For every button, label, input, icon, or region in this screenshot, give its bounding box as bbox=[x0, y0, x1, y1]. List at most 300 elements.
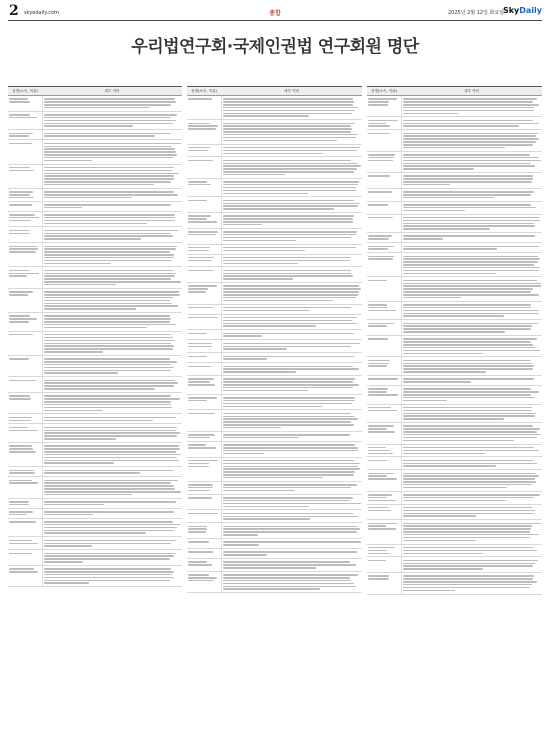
text-line bbox=[368, 388, 388, 390]
text-line bbox=[223, 450, 358, 452]
member-name-cell bbox=[187, 96, 221, 119]
text-line bbox=[403, 431, 537, 433]
member-name-cell bbox=[187, 559, 221, 571]
text-line bbox=[44, 380, 175, 382]
member-name-cell bbox=[187, 213, 221, 228]
text-line bbox=[223, 506, 309, 508]
text-line bbox=[403, 453, 485, 455]
text-line bbox=[44, 582, 89, 584]
text-line bbox=[9, 430, 38, 432]
text-line bbox=[223, 567, 316, 569]
member-name-cell bbox=[187, 120, 221, 143]
text-line bbox=[44, 308, 136, 310]
text-line bbox=[368, 98, 397, 100]
text-line bbox=[223, 278, 293, 280]
text-line bbox=[403, 475, 539, 477]
member-bio-cell bbox=[42, 550, 182, 565]
text-line bbox=[9, 204, 32, 206]
text-line bbox=[223, 294, 358, 296]
text-line bbox=[44, 545, 92, 547]
text-line bbox=[403, 220, 540, 222]
table-row bbox=[8, 550, 182, 566]
member-name-cell bbox=[8, 414, 42, 423]
member-bio-cell bbox=[221, 145, 362, 157]
text-line bbox=[188, 247, 210, 249]
member-name-cell bbox=[367, 357, 401, 375]
text-line bbox=[368, 428, 387, 430]
text-line bbox=[403, 273, 496, 275]
member-bio-cell bbox=[401, 253, 542, 276]
text-line bbox=[368, 550, 387, 552]
member-name-cell bbox=[187, 572, 221, 592]
text-line bbox=[223, 516, 358, 518]
text-line bbox=[44, 251, 170, 253]
text-line bbox=[403, 360, 531, 362]
text-line bbox=[44, 257, 174, 259]
text-line bbox=[403, 434, 541, 436]
member-bio-cell bbox=[42, 140, 182, 163]
text-line bbox=[223, 307, 351, 309]
member-bio-cell bbox=[42, 267, 182, 287]
text-line bbox=[368, 407, 391, 409]
text-line bbox=[403, 460, 533, 462]
text-line bbox=[44, 543, 171, 545]
text-line bbox=[368, 497, 387, 499]
member-name-cell bbox=[367, 423, 401, 443]
member-name-cell bbox=[187, 523, 221, 538]
member-name-cell bbox=[367, 492, 401, 504]
text-line bbox=[223, 240, 296, 242]
text-line bbox=[403, 413, 536, 415]
text-line bbox=[44, 457, 177, 459]
table-row bbox=[367, 545, 542, 558]
text-line bbox=[9, 501, 29, 503]
text-line bbox=[188, 487, 213, 489]
member-bio-cell bbox=[221, 363, 362, 375]
text-line bbox=[9, 248, 38, 250]
text-line bbox=[9, 230, 30, 232]
text-line bbox=[44, 480, 178, 482]
text-line bbox=[44, 334, 171, 336]
text-line bbox=[403, 481, 536, 483]
text-line bbox=[188, 400, 207, 402]
member-name-cell bbox=[187, 157, 221, 177]
text-line bbox=[403, 291, 531, 293]
text-line bbox=[403, 110, 534, 112]
member-bio-cell bbox=[401, 520, 542, 543]
text-line bbox=[223, 384, 359, 386]
text-line bbox=[44, 315, 170, 317]
text-line bbox=[368, 304, 387, 306]
text-line bbox=[44, 494, 132, 496]
col-name-header: 성명(소속, 직위) bbox=[371, 88, 397, 93]
text-line bbox=[403, 294, 539, 296]
text-line bbox=[403, 363, 532, 365]
text-line bbox=[9, 117, 37, 119]
text-line bbox=[403, 178, 533, 180]
text-line bbox=[9, 568, 34, 570]
text-line bbox=[44, 181, 171, 183]
text-line bbox=[44, 278, 171, 280]
member-bio-cell bbox=[221, 432, 362, 441]
text-line bbox=[223, 200, 354, 202]
text-line bbox=[44, 114, 177, 116]
member-name-cell bbox=[8, 499, 42, 508]
text-line bbox=[44, 410, 103, 412]
text-line bbox=[44, 370, 171, 372]
member-bio-cell bbox=[221, 539, 362, 548]
member-name-cell bbox=[187, 376, 221, 394]
text-line bbox=[403, 350, 540, 352]
text-line bbox=[188, 490, 210, 492]
text-line bbox=[44, 524, 180, 526]
member-name-cell bbox=[187, 495, 221, 510]
text-line bbox=[44, 297, 173, 299]
table-row bbox=[8, 467, 182, 477]
text-line bbox=[44, 230, 178, 232]
text-line bbox=[223, 221, 353, 223]
member-name-cell bbox=[8, 537, 42, 549]
text-line bbox=[403, 310, 539, 312]
table-row bbox=[187, 229, 362, 245]
text-line bbox=[44, 148, 175, 150]
text-line bbox=[223, 586, 356, 588]
text-line bbox=[44, 367, 174, 369]
text-line bbox=[44, 117, 171, 119]
text-line bbox=[403, 98, 537, 100]
text-line bbox=[188, 413, 215, 415]
text-line bbox=[403, 584, 532, 586]
text-line bbox=[188, 528, 207, 530]
text-line bbox=[223, 413, 351, 415]
text-line bbox=[403, 204, 531, 206]
text-line bbox=[44, 167, 174, 169]
text-line bbox=[403, 515, 476, 517]
member-name-cell bbox=[187, 283, 221, 303]
member-name-cell bbox=[367, 130, 401, 150]
member-bio-cell bbox=[42, 414, 182, 423]
text-line bbox=[188, 288, 208, 290]
text-line bbox=[223, 368, 359, 370]
text-line bbox=[403, 560, 538, 562]
text-line bbox=[403, 473, 536, 475]
member-bio-cell bbox=[401, 243, 542, 252]
member-bio-cell bbox=[401, 557, 542, 572]
text-line bbox=[188, 551, 213, 553]
member-name-cell bbox=[367, 470, 401, 490]
member-bio-cell bbox=[221, 197, 362, 212]
text-line bbox=[44, 151, 176, 153]
text-line bbox=[223, 163, 358, 165]
text-line bbox=[44, 125, 133, 127]
member-bio-cell bbox=[401, 233, 542, 242]
text-line bbox=[368, 450, 390, 452]
table-row bbox=[8, 499, 182, 509]
text-line bbox=[188, 343, 212, 345]
member-name-cell bbox=[367, 376, 401, 385]
member-name-cell bbox=[8, 467, 42, 476]
text-line bbox=[44, 482, 171, 484]
text-line bbox=[44, 504, 104, 506]
text-line bbox=[223, 371, 296, 373]
text-line bbox=[403, 288, 533, 290]
member-name-cell bbox=[8, 424, 42, 442]
table-row bbox=[187, 395, 362, 411]
text-line bbox=[188, 257, 214, 259]
text-line bbox=[44, 435, 177, 437]
member-name-cell bbox=[367, 117, 401, 129]
text-line bbox=[403, 101, 533, 103]
text-line bbox=[223, 444, 355, 446]
text-line bbox=[403, 225, 535, 227]
member-name-cell bbox=[367, 253, 401, 276]
table-row bbox=[187, 96, 362, 120]
member-name-cell bbox=[8, 212, 42, 227]
text-line bbox=[188, 291, 206, 293]
text-line bbox=[223, 300, 333, 302]
text-line bbox=[403, 437, 537, 439]
text-line bbox=[188, 366, 211, 368]
text-line bbox=[403, 450, 539, 452]
text-line bbox=[223, 263, 298, 265]
text-line bbox=[44, 194, 178, 196]
text-line bbox=[9, 540, 32, 542]
text-line bbox=[223, 310, 310, 312]
text-line bbox=[44, 173, 179, 175]
text-line bbox=[223, 390, 308, 392]
text-line bbox=[44, 568, 171, 570]
col-desc-header: 세부 약력 bbox=[463, 88, 480, 93]
text-line bbox=[403, 175, 533, 177]
text-line bbox=[368, 578, 389, 580]
text-line bbox=[403, 537, 530, 539]
text-line bbox=[223, 348, 287, 350]
member-bio-cell bbox=[401, 492, 542, 504]
text-line bbox=[223, 285, 359, 287]
text-line bbox=[188, 125, 218, 127]
text-line bbox=[368, 120, 398, 122]
member-name-cell bbox=[367, 520, 401, 543]
text-line bbox=[9, 197, 34, 199]
text-line bbox=[44, 197, 132, 199]
text-line bbox=[223, 273, 351, 275]
text-line bbox=[223, 577, 350, 579]
table-row bbox=[8, 189, 182, 202]
member-bio-cell bbox=[42, 537, 182, 549]
text-line bbox=[9, 451, 36, 453]
member-table-column-2 bbox=[187, 86, 362, 742]
table-row bbox=[8, 377, 182, 393]
text-line bbox=[223, 460, 354, 462]
text-line bbox=[223, 474, 354, 476]
text-line bbox=[9, 98, 28, 100]
col-desc-header: 세부 약력 bbox=[104, 88, 120, 93]
member-name-cell bbox=[367, 457, 401, 469]
text-line bbox=[223, 131, 351, 133]
member-bio-cell bbox=[221, 376, 362, 394]
table-row bbox=[367, 320, 542, 336]
text-line bbox=[368, 560, 386, 562]
table-row bbox=[187, 539, 362, 549]
text-line bbox=[223, 564, 356, 566]
col-desc-header: 세부 약력 bbox=[283, 88, 300, 93]
member-bio-cell bbox=[221, 510, 362, 522]
text-line bbox=[403, 575, 534, 577]
member-bio-cell bbox=[42, 227, 182, 242]
member-bio-cell bbox=[401, 357, 542, 375]
text-line bbox=[223, 366, 353, 368]
text-line bbox=[44, 184, 154, 186]
text-line bbox=[44, 364, 171, 366]
text-line bbox=[403, 123, 539, 125]
text-line bbox=[223, 387, 353, 389]
text-line bbox=[44, 204, 171, 206]
text-line bbox=[403, 256, 538, 258]
text-line bbox=[44, 472, 140, 474]
text-line bbox=[403, 381, 471, 383]
member-name-cell bbox=[187, 255, 221, 267]
header-rule bbox=[8, 20, 542, 21]
member-name-cell bbox=[187, 229, 221, 244]
member-bio-cell bbox=[42, 165, 182, 188]
text-line bbox=[403, 238, 443, 240]
member-bio-cell bbox=[221, 340, 362, 352]
text-line bbox=[188, 526, 207, 528]
text-line bbox=[188, 574, 209, 576]
text-line bbox=[188, 580, 214, 582]
text-line bbox=[9, 191, 33, 193]
member-name-cell bbox=[8, 289, 42, 312]
text-line bbox=[403, 280, 537, 282]
table-row bbox=[187, 157, 362, 178]
table-header bbox=[367, 86, 542, 96]
text-line bbox=[403, 500, 506, 502]
text-line bbox=[368, 338, 388, 340]
text-line bbox=[9, 553, 32, 555]
table-row bbox=[367, 376, 542, 386]
table-row bbox=[367, 405, 542, 424]
member-name-cell bbox=[187, 179, 221, 197]
text-line bbox=[368, 473, 394, 475]
text-line bbox=[44, 104, 171, 106]
member-bio-cell bbox=[401, 277, 542, 300]
text-line bbox=[403, 147, 505, 149]
member-bio-cell bbox=[401, 336, 542, 356]
text-line bbox=[9, 135, 29, 137]
text-line bbox=[223, 297, 356, 299]
newspaper-logo bbox=[503, 6, 542, 15]
table-row bbox=[367, 202, 542, 215]
text-line bbox=[368, 447, 386, 449]
member-bio-cell bbox=[42, 377, 182, 392]
member-bio-cell bbox=[42, 566, 182, 586]
text-line bbox=[223, 218, 353, 220]
text-line bbox=[9, 470, 34, 472]
text-line bbox=[44, 372, 118, 374]
table-row bbox=[367, 233, 542, 243]
text-line bbox=[44, 294, 180, 296]
table-row bbox=[8, 267, 182, 288]
text-line bbox=[368, 157, 394, 159]
text-line bbox=[403, 463, 537, 465]
member-bio-cell bbox=[42, 289, 182, 312]
text-line bbox=[403, 565, 533, 567]
text-line bbox=[188, 184, 211, 186]
table-row bbox=[187, 120, 362, 144]
text-line bbox=[44, 577, 174, 579]
text-line bbox=[9, 170, 34, 172]
text-line bbox=[188, 234, 216, 236]
text-line bbox=[368, 360, 390, 362]
text-line bbox=[403, 578, 533, 580]
text-line bbox=[9, 521, 36, 523]
text-line bbox=[44, 470, 174, 472]
text-line bbox=[223, 275, 353, 277]
text-line bbox=[223, 101, 354, 103]
text-line bbox=[223, 544, 259, 546]
text-line bbox=[368, 238, 389, 240]
table-row bbox=[367, 557, 542, 573]
text-line bbox=[368, 235, 392, 237]
text-line bbox=[368, 547, 395, 549]
text-line bbox=[223, 205, 358, 207]
member-bio-cell bbox=[401, 545, 542, 557]
text-line bbox=[44, 101, 176, 103]
member-bio-cell bbox=[221, 96, 362, 119]
text-line bbox=[403, 465, 496, 467]
text-line bbox=[44, 561, 83, 563]
member-name-cell bbox=[367, 152, 401, 172]
text-line bbox=[44, 170, 172, 172]
member-bio-cell bbox=[42, 96, 182, 111]
text-line bbox=[9, 167, 30, 169]
text-line bbox=[403, 283, 541, 285]
text-line bbox=[403, 261, 538, 263]
member-bio-cell bbox=[221, 495, 362, 510]
member-name-cell bbox=[187, 410, 221, 430]
text-line bbox=[223, 215, 354, 217]
table-row bbox=[8, 566, 182, 587]
member-bio-cell bbox=[221, 442, 362, 457]
member-bio-cell bbox=[42, 313, 182, 331]
text-line bbox=[223, 468, 360, 470]
text-line bbox=[368, 507, 389, 509]
member-name-cell bbox=[187, 539, 221, 548]
text-line bbox=[403, 590, 455, 592]
text-line bbox=[403, 246, 539, 248]
text-line bbox=[44, 448, 180, 450]
text-line bbox=[9, 315, 30, 317]
text-line bbox=[9, 251, 36, 253]
text-line bbox=[223, 237, 351, 239]
text-line bbox=[44, 388, 155, 390]
table-row bbox=[367, 573, 542, 594]
text-line bbox=[223, 424, 354, 426]
text-line bbox=[403, 371, 486, 373]
table-row bbox=[367, 253, 542, 277]
text-line bbox=[44, 178, 174, 180]
text-line bbox=[403, 353, 483, 355]
member-name-cell bbox=[187, 510, 221, 522]
table-row bbox=[8, 289, 182, 313]
issue-date: 2025년 2월 12일 화요일 bbox=[447, 10, 504, 16]
text-line bbox=[188, 260, 212, 262]
text-line bbox=[403, 368, 533, 370]
text-line bbox=[44, 417, 176, 419]
table-row bbox=[367, 243, 542, 253]
member-name-cell bbox=[8, 96, 42, 111]
text-line bbox=[403, 553, 483, 555]
